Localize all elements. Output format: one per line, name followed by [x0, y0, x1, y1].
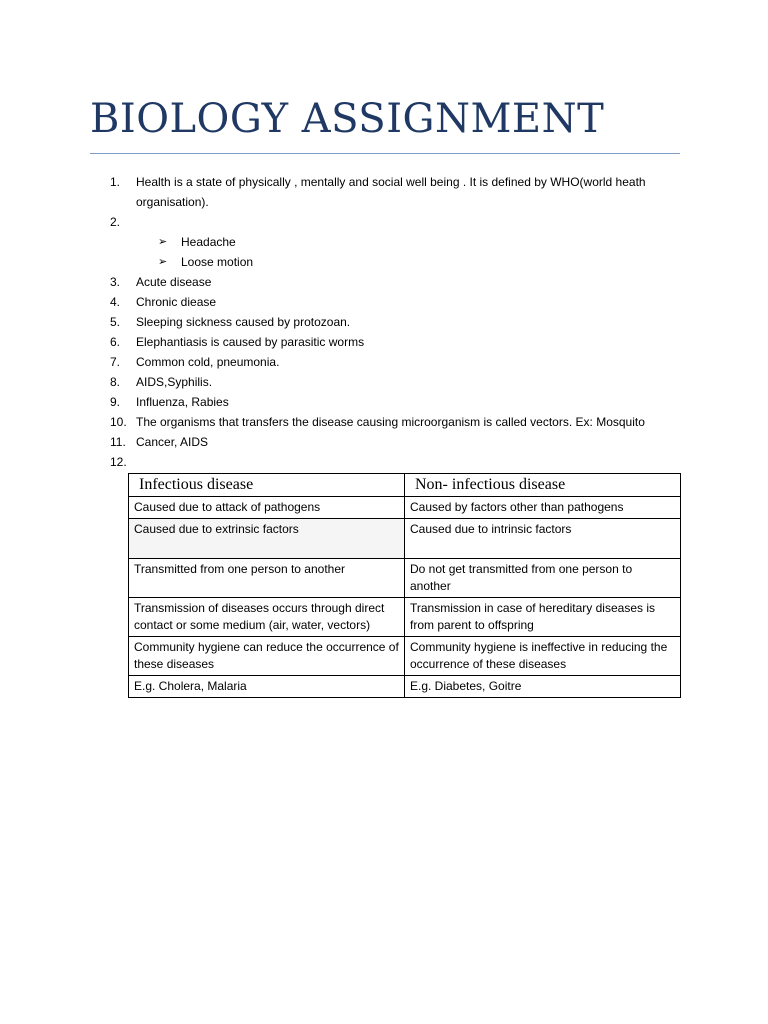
table-row [129, 497, 681, 519]
table-row [129, 676, 681, 698]
item-number: 7. [110, 355, 121, 369]
item-text: Elephantiasis is caused by parasitic worms [136, 335, 365, 349]
table-cell: Transmission of diseases occurs through direct contact or some medium (air, water, vectors) [129, 598, 405, 637]
answer-list [110, 172, 690, 472]
item-number: 9. [110, 395, 121, 409]
list-item [110, 412, 690, 432]
item-text: Chronic diease [136, 295, 217, 309]
table-cell: Transmitted from one person to another [129, 559, 405, 598]
table-cell: Transmission in case of hereditary diseases is from parent to offspring [405, 598, 681, 637]
page-title: BIOLOGY ASSIGNMENT [90, 96, 605, 142]
item-text: Influenza, Rabies [136, 395, 229, 409]
list-item [110, 212, 690, 232]
sub-list-item [158, 232, 690, 252]
item-number: 4. [110, 295, 121, 309]
table-row [129, 559, 681, 598]
list-item [110, 172, 690, 212]
table-cell: E.g. Diabetes, Goitre [405, 676, 681, 698]
list-item [110, 312, 690, 332]
list-item [110, 292, 690, 312]
item-text: Acute disease [136, 275, 212, 289]
arrow-bullet-icon: ➢ [158, 236, 168, 248]
sub-item-text: Loose motion [181, 255, 254, 269]
table-row [129, 598, 681, 637]
table-row [129, 637, 681, 676]
title-underline [90, 153, 680, 154]
item-number: 12. [110, 455, 127, 469]
table-cell: E.g. Cholera, Malaria [129, 676, 405, 698]
list-item [110, 432, 690, 452]
sub-item-text: Headache [181, 235, 236, 249]
item-number: 11. [110, 435, 126, 449]
item-text: AIDS,Syphilis. [136, 375, 213, 389]
column-header-infectious: Infectious disease [129, 474, 405, 497]
item-number: 3. [110, 275, 121, 289]
table-row [129, 519, 681, 559]
list-item [110, 352, 690, 372]
arrow-bullet-icon: ➢ [158, 256, 168, 268]
table-cell: Caused due to attack of pathogens [129, 497, 405, 519]
list-item [110, 372, 690, 392]
item-text: Cancer, AIDS [136, 435, 209, 449]
item-text: Common cold, pneumonia. [136, 355, 280, 369]
item-number: 10. [110, 415, 127, 429]
item-number: 8. [110, 375, 121, 389]
item-number: 5. [110, 315, 121, 329]
item-text: Health is a state of physically , mentally and social well being . It is defined by WHO(world heath organisation). [136, 175, 646, 209]
table-cell: Caused due to intrinsic factors [405, 519, 681, 559]
list-item [110, 272, 690, 292]
column-header-non-infectious: Non- infectious disease [405, 474, 681, 497]
table-cell: Caused due to extrinsic factors [129, 519, 405, 559]
item-number: 6. [110, 335, 121, 349]
table-header-row [129, 474, 681, 497]
item-number: 1. [110, 175, 121, 189]
table-cell: Do not get transmitted from one person to another [405, 559, 681, 598]
table-cell: Community hygiene is ineffective in reducing the occurrence of these diseases [405, 637, 681, 676]
list-item [110, 332, 690, 352]
item-text: The organisms that transfers the disease causing microorganism is called vectors. Ex: Mosquito [136, 415, 645, 429]
sub-list-item [158, 252, 690, 272]
table-cell: Community hygiene can reduce the occurrence of these diseases [129, 637, 405, 676]
list-item [110, 452, 690, 472]
item-number: 2. [110, 215, 121, 229]
table-cell: Caused by factors other than pathogens [405, 497, 681, 519]
comparison-table [128, 473, 681, 698]
list-item [110, 392, 690, 412]
item-text: Sleeping sickness caused by protozoan. [136, 315, 351, 329]
